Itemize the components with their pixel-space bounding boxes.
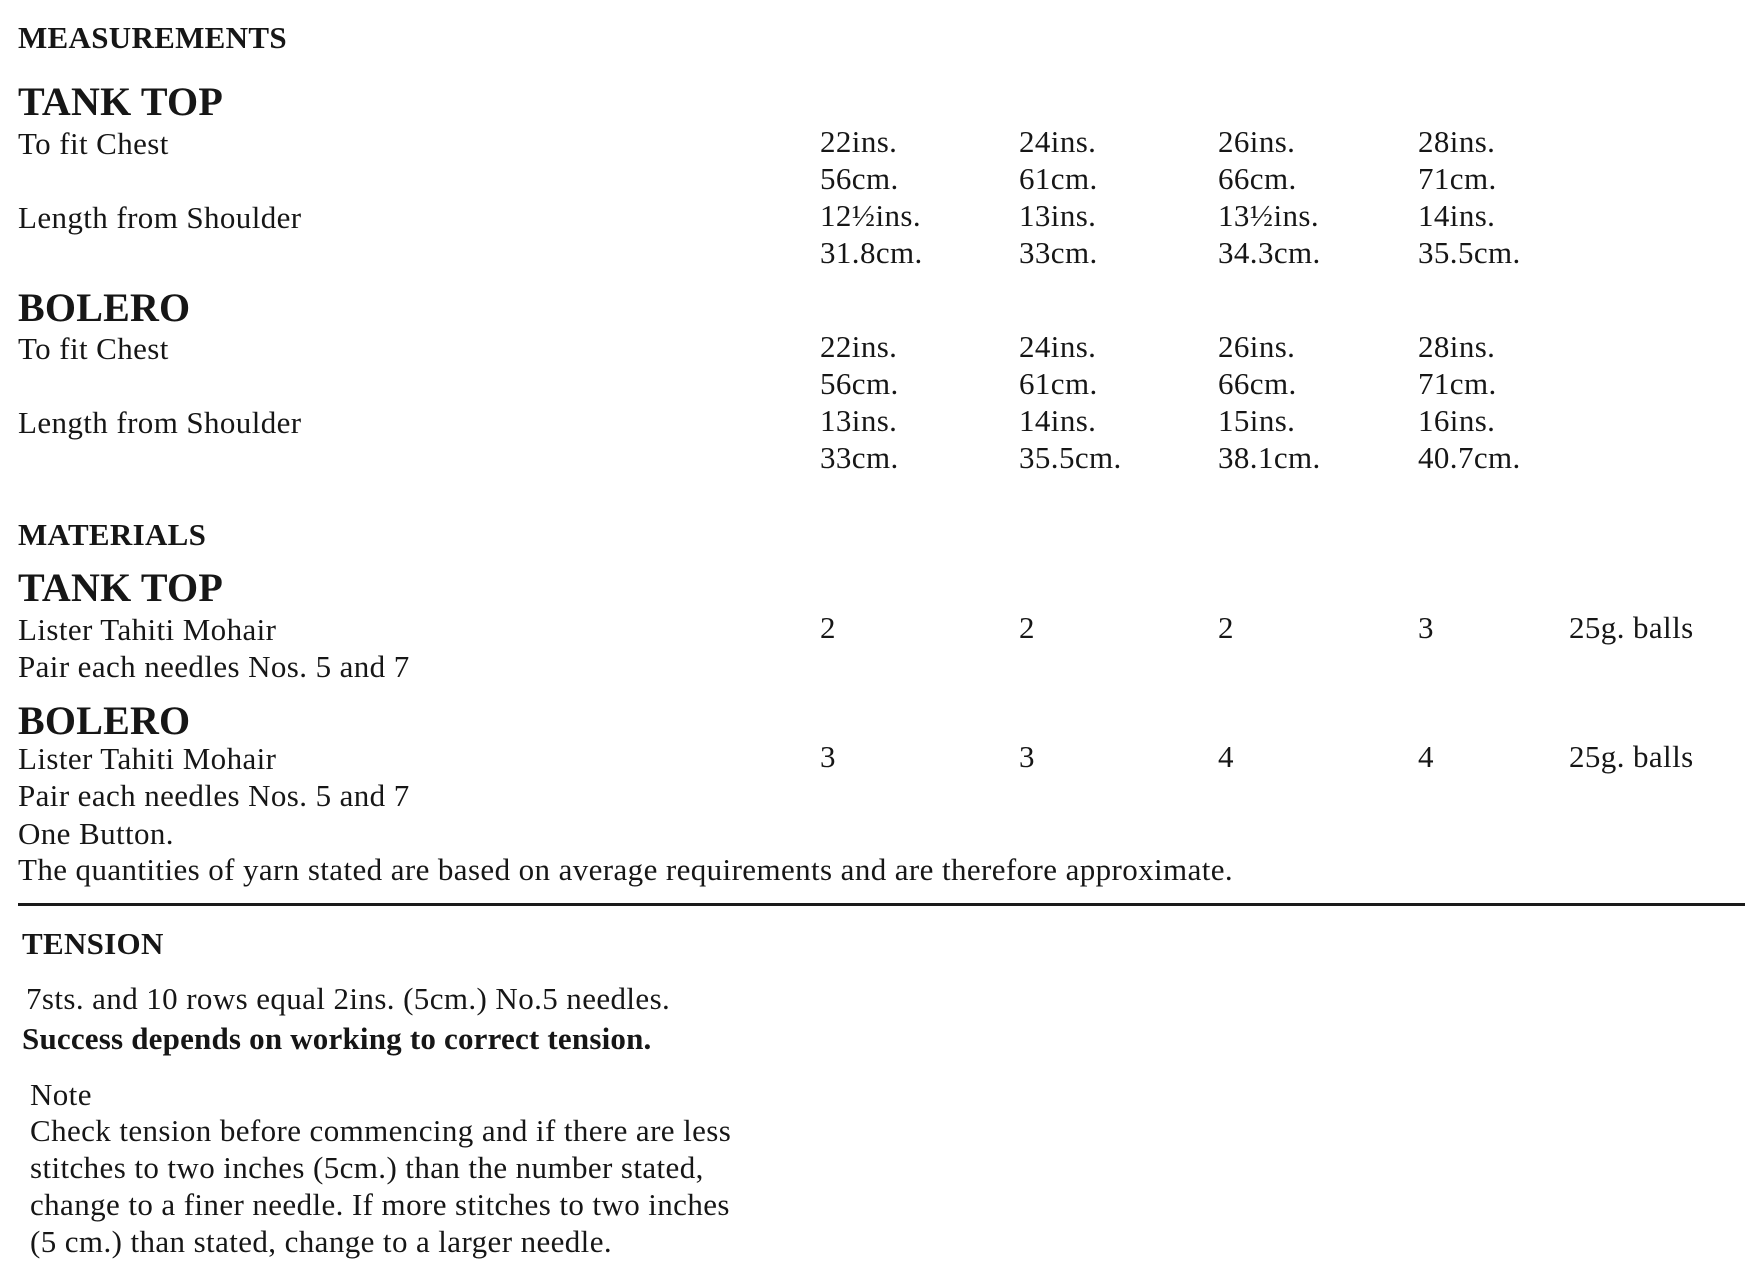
bolero-chest-ins-3: 26ins. [1218, 329, 1296, 364]
tank-top-length-cm-4: 35.5cm. [1418, 235, 1521, 270]
tension-emphasis: Success depends on working to correct tension. [22, 1021, 652, 1056]
tank-top-yarn-qty-1: 2 [820, 610, 836, 645]
tension-gauge: 7sts. and 10 rows equal 2ins. (5cm.) No.5 needles. [26, 981, 671, 1016]
bolero-materials-title: BOLERO [18, 698, 191, 743]
bolero-length-ins-2: 14ins. [1019, 403, 1097, 438]
tank-top-chest-cm-3: 66cm. [1218, 161, 1297, 196]
note-line-2: stitches to two inches (5cm.) than the number stated, [30, 1150, 704, 1185]
bolero-yarn-qty-1: 3 [820, 739, 836, 774]
tank-top-measurements-title: TANK TOP [18, 79, 223, 124]
tank-top-yarn-label: Lister Tahiti Mohair [18, 612, 277, 647]
bolero-yarn-qty-4: 4 [1418, 739, 1434, 774]
tank-top-chest-ins-4: 28ins. [1418, 124, 1496, 159]
materials-heading: MATERIALS [18, 517, 207, 552]
tank-top-yarn-qty-2: 2 [1019, 610, 1035, 645]
bolero-yarn-qty-2: 3 [1019, 739, 1035, 774]
tank-top-chest-cm-1: 56cm. [820, 161, 899, 196]
tank-top-chest-ins-2: 24ins. [1019, 124, 1097, 159]
tank-top-chest-ins-1: 22ins. [820, 124, 898, 159]
note-line-1: Check tension before commencing and if there are less [30, 1113, 732, 1148]
measurements-heading: MEASUREMENTS [18, 20, 287, 55]
tank-top-length-ins-2: 13ins. [1019, 198, 1097, 233]
tank-top-chest-label: To fit Chest [18, 126, 169, 161]
note-title: Note [30, 1077, 92, 1112]
bolero-needles: Pair each needles Nos. 5 and 7 [18, 778, 410, 813]
tank-top-needles: Pair each needles Nos. 5 and 7 [18, 649, 410, 684]
bolero-chest-ins-4: 28ins. [1418, 329, 1496, 364]
bolero-length-cm-1: 33cm. [820, 440, 899, 475]
tank-top-length-label: Length from Shoulder [18, 200, 302, 235]
bolero-button-note: One Button. [18, 816, 174, 851]
bolero-chest-label: To fit Chest [18, 331, 169, 366]
tank-top-yarn-qty-4: 3 [1418, 610, 1434, 645]
tank-top-materials-title: TANK TOP [18, 565, 223, 610]
bolero-chest-ins-2: 24ins. [1019, 329, 1097, 364]
bolero-chest-cm-3: 66cm. [1218, 366, 1297, 401]
bolero-yarn-unit: 25g. balls [1569, 739, 1694, 774]
tank-top-length-ins-3: 13½ins. [1218, 198, 1319, 233]
tank-top-chest-ins-3: 26ins. [1218, 124, 1296, 159]
bolero-length-cm-4: 40.7cm. [1418, 440, 1521, 475]
tank-top-length-cm-3: 34.3cm. [1218, 235, 1321, 270]
tank-top-yarn-qty-3: 2 [1218, 610, 1234, 645]
bolero-chest-ins-1: 22ins. [820, 329, 898, 364]
bolero-measurements-title: BOLERO [18, 285, 191, 330]
tank-top-length-cm-1: 31.8cm. [820, 235, 923, 270]
tank-top-chest-cm-2: 61cm. [1019, 161, 1098, 196]
bolero-length-label: Length from Shoulder [18, 405, 302, 440]
tank-top-yarn-unit: 25g. balls [1569, 610, 1694, 645]
tank-top-length-cm-2: 33cm. [1019, 235, 1098, 270]
bolero-length-cm-2: 35.5cm. [1019, 440, 1122, 475]
bolero-length-ins-4: 16ins. [1418, 403, 1496, 438]
bolero-length-cm-3: 38.1cm. [1218, 440, 1321, 475]
tank-top-chest-cm-4: 71cm. [1418, 161, 1497, 196]
note-line-4: (5 cm.) than stated, change to a larger needle. [30, 1224, 613, 1259]
bolero-chest-cm-4: 71cm. [1418, 366, 1497, 401]
bolero-length-ins-3: 15ins. [1218, 403, 1296, 438]
note-line-3: change to a finer needle. If more stitches to two inches [30, 1187, 730, 1222]
tank-top-length-ins-4: 14ins. [1418, 198, 1496, 233]
bolero-chest-cm-1: 56cm. [820, 366, 899, 401]
bolero-length-ins-1: 13ins. [820, 403, 898, 438]
tank-top-length-ins-1: 12½ins. [820, 198, 921, 233]
tension-heading: TENSION [22, 926, 164, 961]
bolero-yarn-label: Lister Tahiti Mohair [18, 741, 277, 776]
section-divider [18, 903, 1745, 906]
bolero-yarn-qty-3: 4 [1218, 739, 1234, 774]
bolero-chest-cm-2: 61cm. [1019, 366, 1098, 401]
yarn-quantity-disclaimer: The quantities of yarn stated are based on average requirements and are therefore approximate. [18, 852, 1234, 887]
